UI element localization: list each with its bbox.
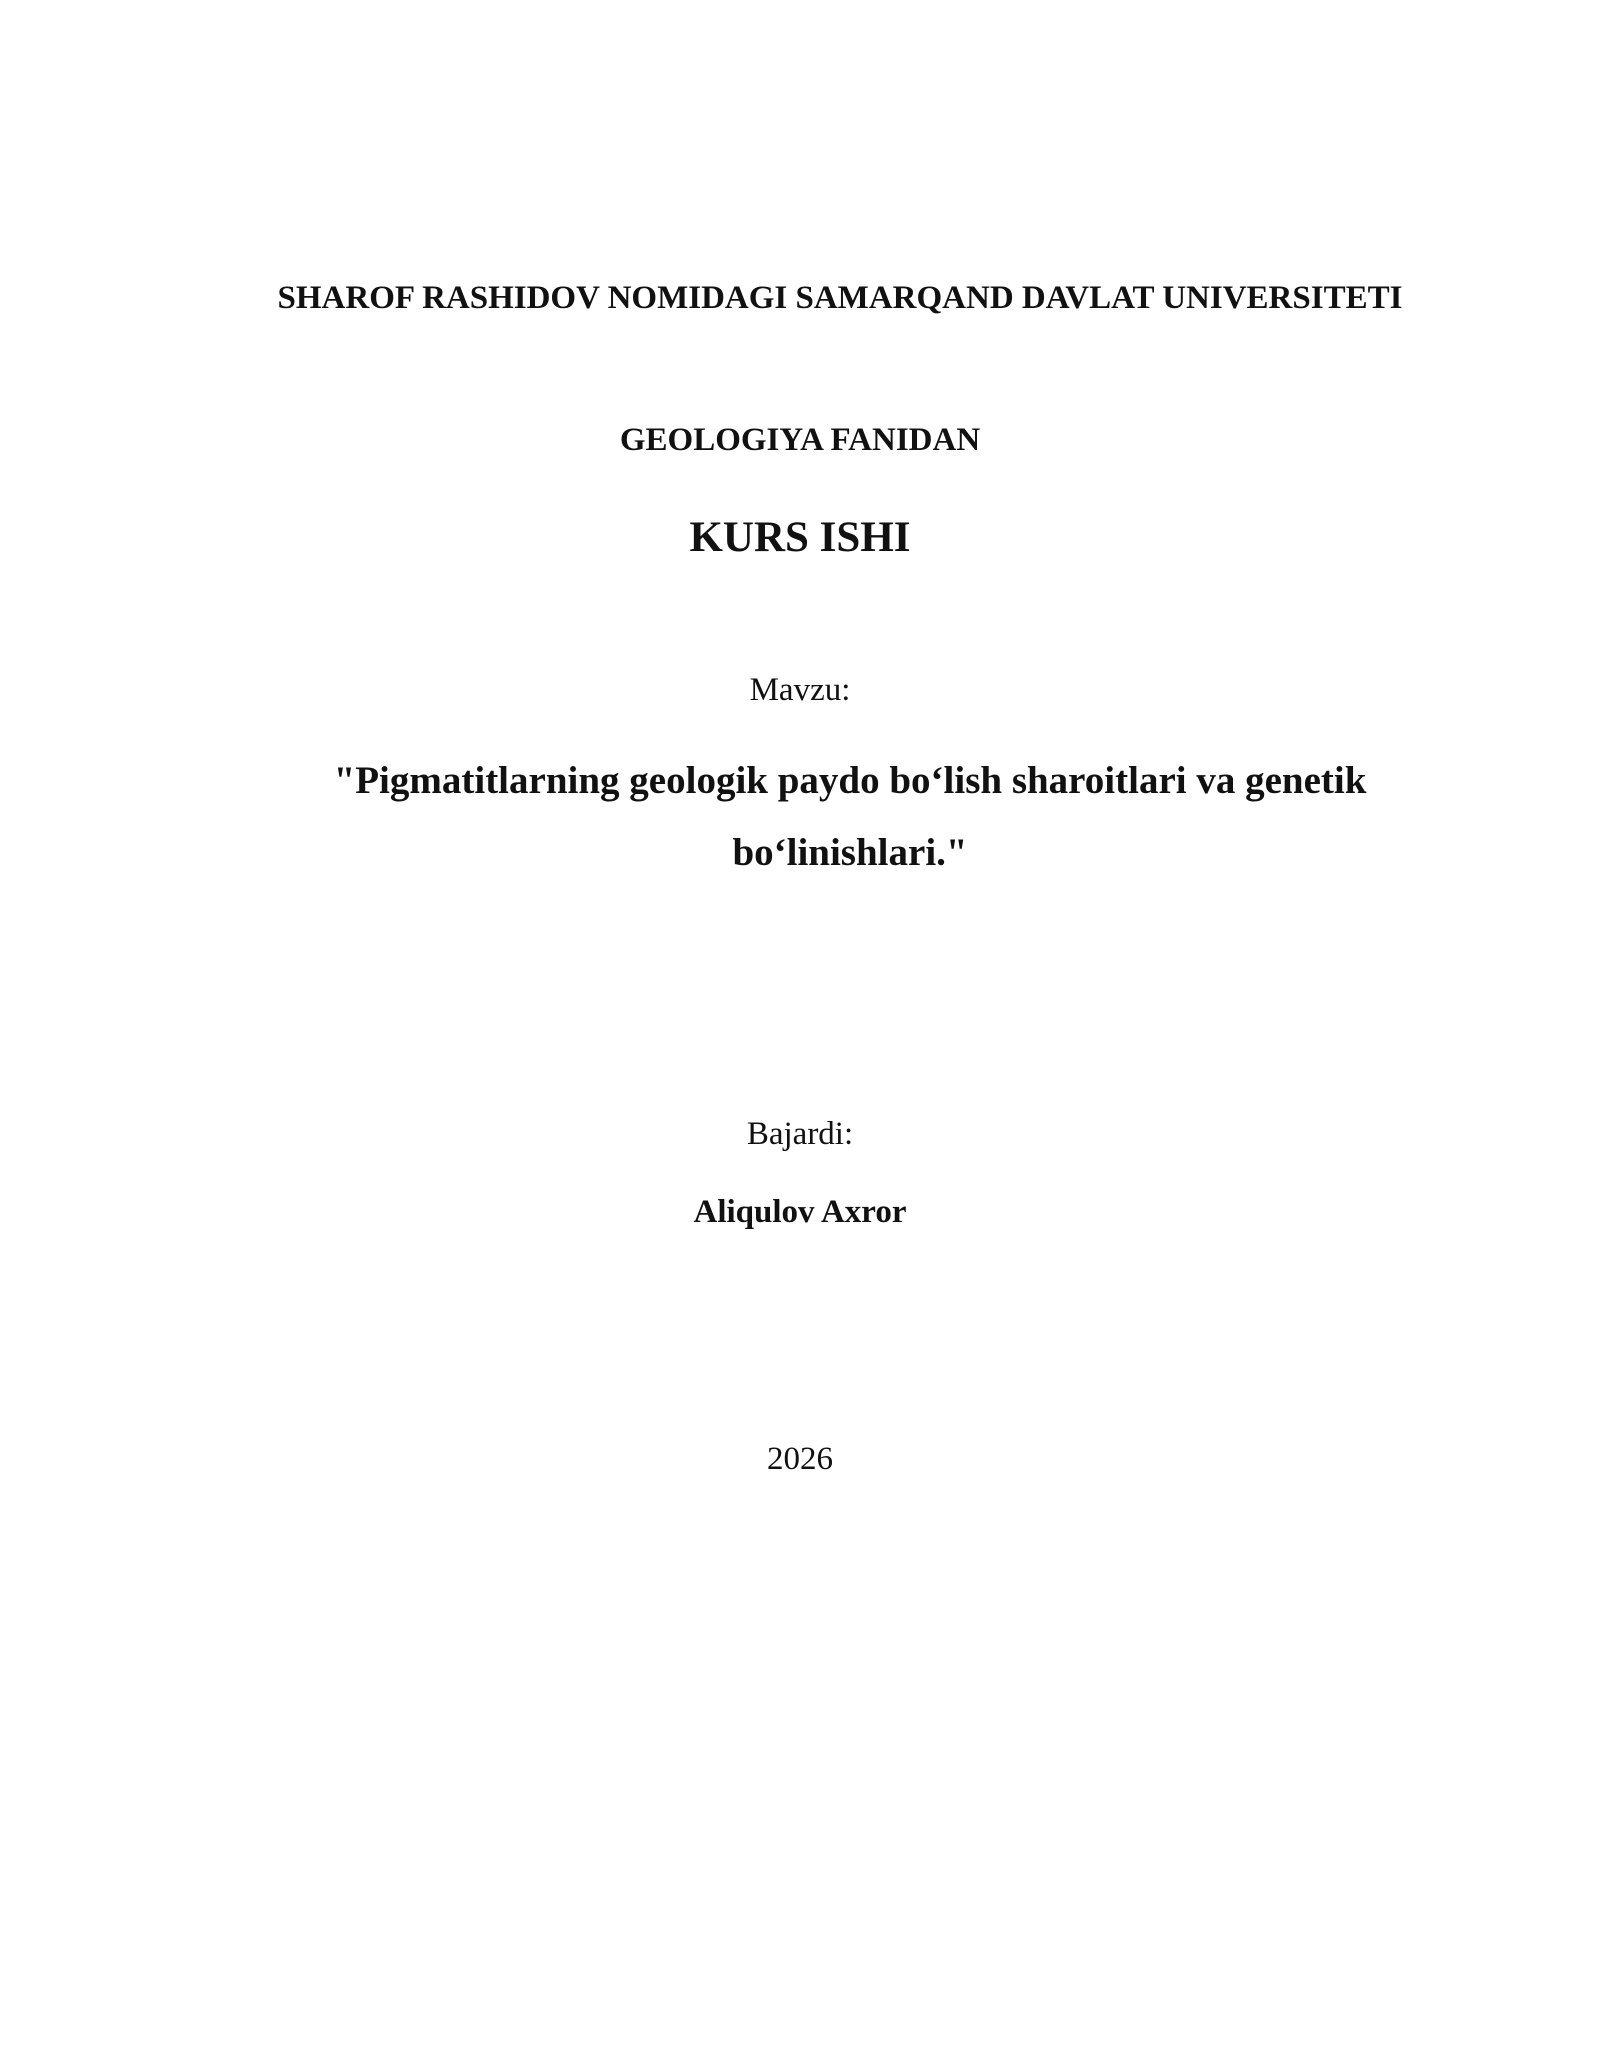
university-name: SHAROF RASHIDOV NOMIDAGI SAMARQAND DAVLAT UNIVERSITETI	[277, 280, 1403, 316]
topic-title: "Pigmatitlarning geologik paydo bo‘lish sharoitlari va genetik bo‘linishlari."	[333, 759, 1367, 874]
author-name: Aliqulov Axror	[693, 1194, 907, 1230]
topic-label: Mavzu:	[749, 672, 851, 708]
subject-heading: GEOLOGIYA FANIDAN	[619, 422, 981, 458]
document-year: 2026	[767, 1441, 833, 1477]
performed-by-label: Bajardi:	[746, 1116, 854, 1152]
work-type-title: KURS ISHI	[689, 514, 911, 561]
